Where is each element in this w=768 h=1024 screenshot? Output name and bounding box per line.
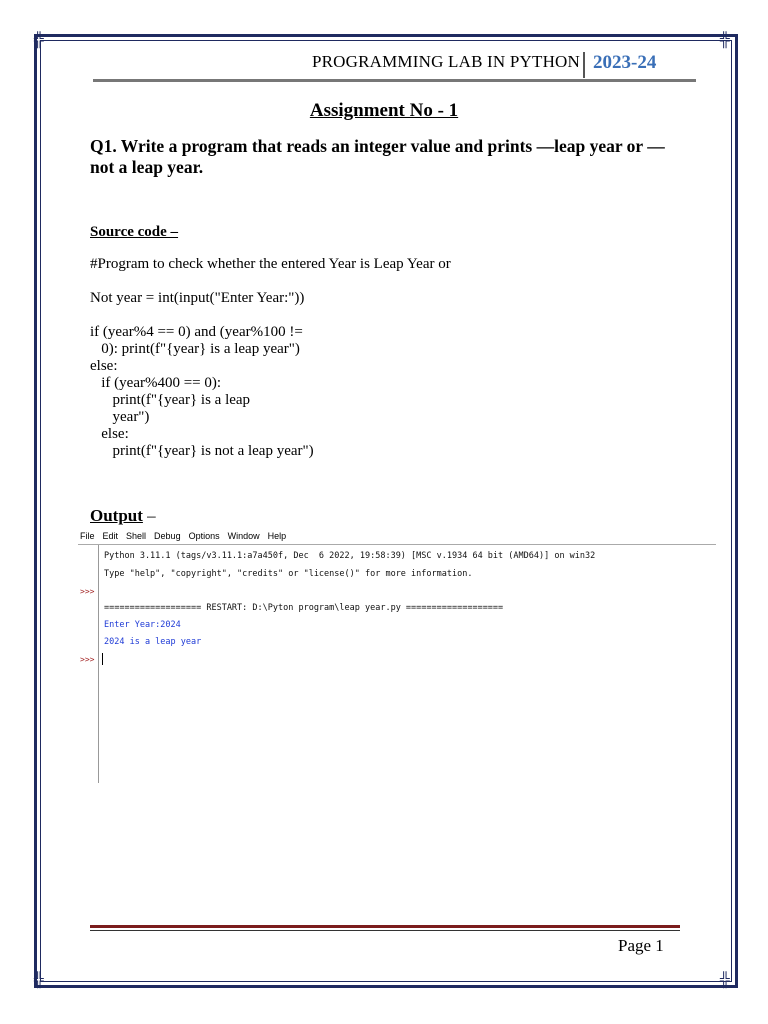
code-line: #Program to check whether the entered Year is Leap Year or [90, 256, 451, 272]
code-line: print(f"{year} is not a leap year") [90, 443, 314, 459]
header-separator [583, 52, 585, 78]
code-line: else: [90, 426, 129, 442]
menu-file[interactable]: File [80, 530, 95, 541]
page-number: Page 1 [618, 936, 664, 955]
code-line: Not year = int(input("Enter Year:")) [90, 290, 305, 306]
page-header [93, 52, 696, 80]
question-text: Q1. Write a program that reads an integer value and prints —leap year or — not a leap year. [90, 136, 665, 177]
header-rule [93, 79, 696, 82]
code-line: 0): print(f"{year} is a leap year") [90, 341, 300, 357]
header-year: 2023-24 [593, 52, 657, 73]
idle-menubar [78, 527, 716, 545]
shell-prompt: >>> [80, 587, 95, 596]
menu-shell[interactable]: Shell [126, 530, 147, 541]
menu-debug[interactable]: Debug [154, 530, 181, 541]
idle-shell-screenshot [78, 527, 716, 783]
shell-output-line: Python 3.11.1 (tags/v3.11.1:a7a450f, Dec 6 2022, 19:58:39) [MSC v.1934 64 bit (AMD64)] on win32 [104, 551, 596, 561]
prompt-gutter [78, 545, 99, 783]
output-label: Output – [90, 506, 156, 525]
source-code-label: Source code – [90, 224, 179, 240]
shell-input-line: Enter Year:2024 [104, 620, 181, 630]
code-line: if (year%4 == 0) and (year%100 != [90, 324, 303, 340]
code-line: if (year%400 == 0): [90, 375, 222, 391]
footer-rule [90, 925, 680, 928]
menu-window[interactable]: Window [227, 530, 260, 541]
assignment-title: Assignment No - 1 [309, 100, 459, 121]
code-line: else: [90, 358, 118, 374]
header-title: PROGRAMMING LAB IN PYTHON [311, 52, 580, 71]
corner-ornament-icon: ╬ [34, 973, 44, 988]
corner-ornament-icon: ╬ [34, 33, 44, 48]
menu-options[interactable]: Options [188, 530, 220, 541]
shell-result-line: 2024 is a leap year [104, 637, 202, 647]
menu-edit[interactable]: Edit [102, 530, 119, 541]
footer-rule-thin [90, 930, 680, 931]
code-line: year") [90, 409, 150, 425]
corner-ornament-icon: ╬ [720, 973, 730, 988]
text-cursor[interactable] [102, 653, 103, 665]
shell-prompt: >>> [80, 655, 95, 664]
shell-output-line: Type "help", "copyright", "credits" or "license()" for more information. [104, 569, 473, 579]
code-line: print(f"{year} is a leap [90, 392, 251, 408]
corner-ornament-icon: ╬ [720, 33, 730, 48]
menu-help[interactable]: Help [267, 530, 287, 541]
shell-restart-line: =================== RESTART: D:\Pyton program\leap year.py =================== [104, 603, 504, 613]
